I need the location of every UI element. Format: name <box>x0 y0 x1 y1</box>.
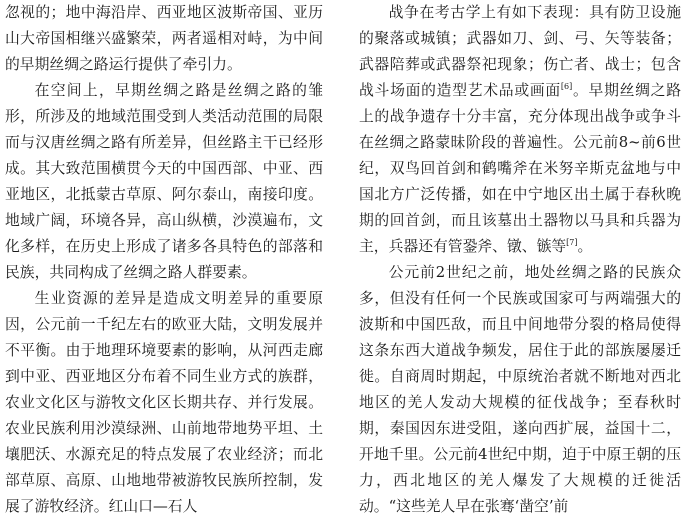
paragraph-text: 。 <box>577 238 593 255</box>
paragraph-text: 战争在考古学上有如下表现：具有防卫设施的聚落或城镇；武器如刀、剑、弓、矢等装备；武器陪葬或武器祭祀现象；伤亡者、战士；包含战斗场面的造型艺术品或画面 <box>359 4 681 99</box>
paragraph-war-evidence <box>359 0 681 260</box>
paragraph-subsistence: 生业资源的差异是造成文明差异的重要原因，公元前一千纪左右的欧亚大陆，文明发展并不平衡。由于地理环境要素的影响，从河西走廊到中亚、西亚地区分布着不同生业方式的族群，农业文化区与游牧文化区长期共存、并行发展。农业民族利用沙漠绿洲、山前地带地势平坦、土壤肥沃、水源充足的特点发展了农业经济；而北部草原、高原、山地地带被游牧民族所控制，发展了游牧经济。红山口—石人 <box>5 290 323 515</box>
citation-7: [7] <box>566 238 578 248</box>
paragraph-spatial-scope: 在空间上，早期丝绸之路是丝绸之路的雏形，所涉及的地域范围受到人类活动范围的局限而与汉唐丝绸之路有所差异，但丝路主干已经形成。其大致范围横贯今天的中国西部、中亚、西亚地区，北抵蒙古草原、阿尔泰山，南接印度。地域广阔，环境各异，高山纵横，沙漠遍布，文化多样，在历史上形成了诸多各具特色的部落和民族，共同构成了丝绸之路人群要素。 <box>5 82 323 281</box>
right-column <box>359 0 681 520</box>
citation-6: [6] <box>560 82 573 92</box>
left-column <box>5 0 323 520</box>
paragraph-peoples-migration: 公元前2世纪之前，地处丝绸之路的民族众多，但没有任何一个民族或国家可与两端强大的波斯和中国匹敌，而且中间地带分裂的格局使得这条东西大道战争频发，居住于此的部族屡屡迁徙。自商周时期起，中原统治者就不断地对西北地区的羌人发动大规模的征伐战争；至春秋时期，秦国因东进受阻，遂向西扩展，益国十二，开地千里。公元前4世纪中期，迫于中原王朝的压力，西北地区的羌人爆发了大规模的迁徙活动。“这些羌人早在张骞‘凿空’前 <box>359 264 681 515</box>
paragraph-text: 。早期丝绸之路上的战争遗存十分丰富，充分体现出战争或争斗在丝绸之路蒙昧阶段的普遍性。公元前8~前6世纪，双鸟回首剑和鹤嘴斧在米努辛斯克盆地与中国北方广泛传播，如在中宁地区出土属于春秋晚期的回首剑，而且该墓出土器物以马具和兵器为主，兵器还有管銎斧、镦、镞等 <box>359 82 681 255</box>
paragraph-continued: 忽视的；地中海沿岸、西亚地区波斯帝国、亚历山大帝国相继兴盛繁荣，两者遥相对峙，为中间的早期丝绸之路运行提供了牵引力。 <box>5 4 323 73</box>
